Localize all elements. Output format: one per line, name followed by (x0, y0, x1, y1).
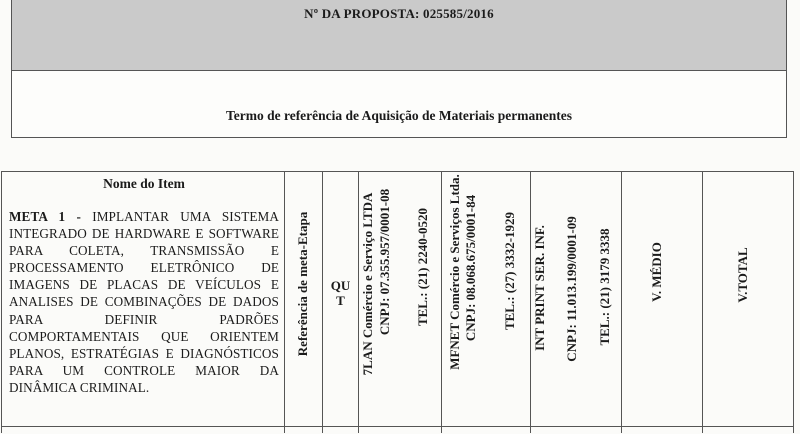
meta-label: META 1 - (9, 209, 81, 224)
column-divider (358, 172, 359, 433)
column-divider (441, 172, 442, 433)
supplier3-cnpj: CNPJ: 11.013.199/0001-09 (564, 216, 579, 362)
supplier1-cnpj: CNPJ: 07.355.957/0001-08 (377, 188, 392, 336)
proposal-number: Nº DA PROPOSTA: 025585/2016 (304, 6, 494, 21)
item-name-header: Nome do Item (103, 176, 185, 191)
row-divider (2, 426, 793, 427)
column-divider (621, 172, 622, 433)
meta-text: IMPLANTAR UMA SISTEMA INTEGRADO DE HARDWARE E SOFTWARE PARA COLETA, TRANSMISSÃO E PROCESSAMENTO ELETRÔNICO DE IMAGENS DE PLACAS DE VEÍCULOS E ANALISES DE COMBINAÇÕES DE DADOS PARA DEFINIR PADRÕES COMPORTAMENTAIS QUE ORIENTEM PLANOS, ESTRATÉGIAS E DIAGNÓSTICOS PARA UM CONTROLE MAIOR DA DINÂMICA CRIMINAL. (9, 209, 279, 395)
supplier2-cnpj: CNPJ: 08.068.675/0001-84 (463, 194, 478, 342)
ref-meta-header: Referência de meta-Etapa (295, 211, 310, 357)
document-title: Termo de referência de Aquisição de Materiais permanentes (225, 108, 573, 123)
supplier2-tel: TEL.: (27) 3332-1929 (502, 211, 517, 331)
supplier3-tel: TEL.: (21) 3179 3338 (597, 228, 612, 346)
items-table (1, 171, 794, 433)
column-divider (702, 172, 703, 433)
total-value-header: V.TOTAL (735, 247, 750, 303)
supplier2-name: MFNET Comércio e Serviços Ltda. (447, 174, 462, 370)
quantity-header-line1: QU (330, 278, 351, 293)
supplier1-name: 7LAN Comércio e Serviço LTDA (360, 192, 375, 376)
quantity-header-line2: T (336, 293, 345, 308)
average-value-header: V. MÉDIO (649, 242, 664, 302)
supplier1-tel: TEL.: (21) 2240-0520 (415, 207, 430, 327)
supplier3-name: INT PRINT SER. INF. (532, 225, 547, 351)
proposal-header (11, 0, 787, 138)
column-divider (530, 172, 531, 433)
meta-description (9, 208, 279, 396)
column-divider (284, 172, 285, 433)
proposal-number-bar (12, 0, 786, 71)
quantity-header (323, 278, 358, 308)
